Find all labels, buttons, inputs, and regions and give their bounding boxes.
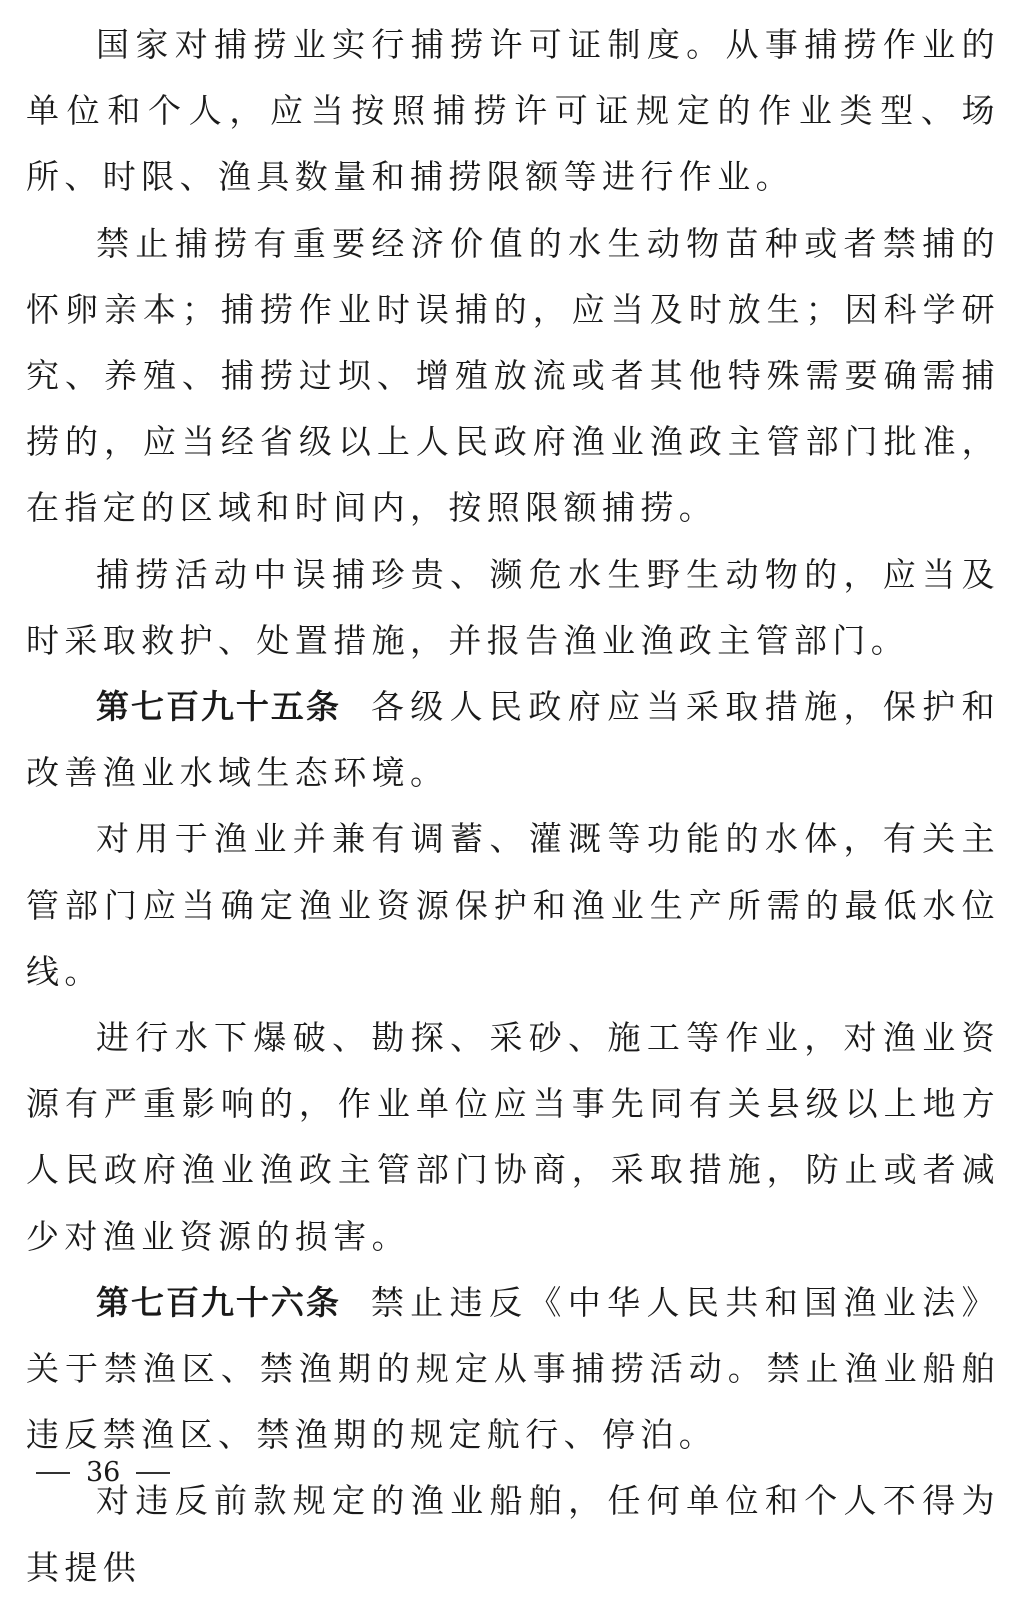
footer-dash-left <box>36 1472 70 1474</box>
paragraph-3 <box>26 542 1000 674</box>
article-heading: 第七百九十六条 <box>96 1282 341 1322</box>
document-page <box>26 12 1000 1601</box>
paragraph-text: 捕捞活动中误捕珍贵、濒危水生野生动物的，应当及时采取救护、处置措施，并报告渔业渔政主管部门。 <box>26 554 1000 660</box>
page-number: 36 <box>86 1457 121 1488</box>
paragraph-1 <box>26 12 1000 211</box>
paragraph-text: 各级人民政府应当采取措施，保护和改善渔业水域生态环境。 <box>26 687 1000 793</box>
paragraph-text: 国家对捕捞业实行捕捞许可证制度。从事捕捞作业的单位和个人，应当按照捕捞许可证规定的作业类型、场所、时限、渔具数量和捕捞限额等进行作业。 <box>26 25 1000 197</box>
article-heading: 第七百九十五条 <box>96 687 341 727</box>
paragraph-6 <box>26 1005 1000 1270</box>
paragraph-text: 禁止违反《中华人民共和国渔业法》关于禁渔区、禁渔期的规定从事捕捞活动。禁止渔业船舶违反禁渔区、禁渔期的规定航行、停泊。 <box>26 1282 1000 1455</box>
paragraph-text: 对用于渔业并兼有调蓄、灌溉等功能的水体，有关主管部门应当确定渔业资源保护和渔业生产所需的最低水位线。 <box>26 819 1000 991</box>
footer-dash-right <box>136 1472 170 1474</box>
paragraph-8 <box>26 1468 1000 1600</box>
page-footer <box>36 1456 170 1490</box>
paragraph-2 <box>26 211 1000 542</box>
paragraph-text: 进行水下爆破、勘探、采砂、施工等作业，对渔业资源有严重影响的，作业单位应当事先同有关县级以上地方人民政府渔业渔政主管部门协商，采取措施，防止或者减少对渔业资源的损害。 <box>26 1018 1000 1256</box>
paragraph-text: 对违反前款规定的渔业船舶，任何单位和个人不得为其提供 <box>26 1481 1000 1587</box>
article-795 <box>26 674 1000 806</box>
paragraph-text: 禁止捕捞有重要经济价值的水生动物苗种或者禁捕的怀卵亲本；捕捞作业时误捕的，应当及时放生；因科学研究、养殖、捕捞过坝、增殖放流或者其他特殊需要确需捕捞的，应当经省级以上人民政府渔业渔政主管部门批准，在指定的区域和时间内，按照限额捕捞。 <box>26 223 1000 528</box>
paragraph-5 <box>26 806 1000 1005</box>
article-796 <box>26 1270 1000 1469</box>
